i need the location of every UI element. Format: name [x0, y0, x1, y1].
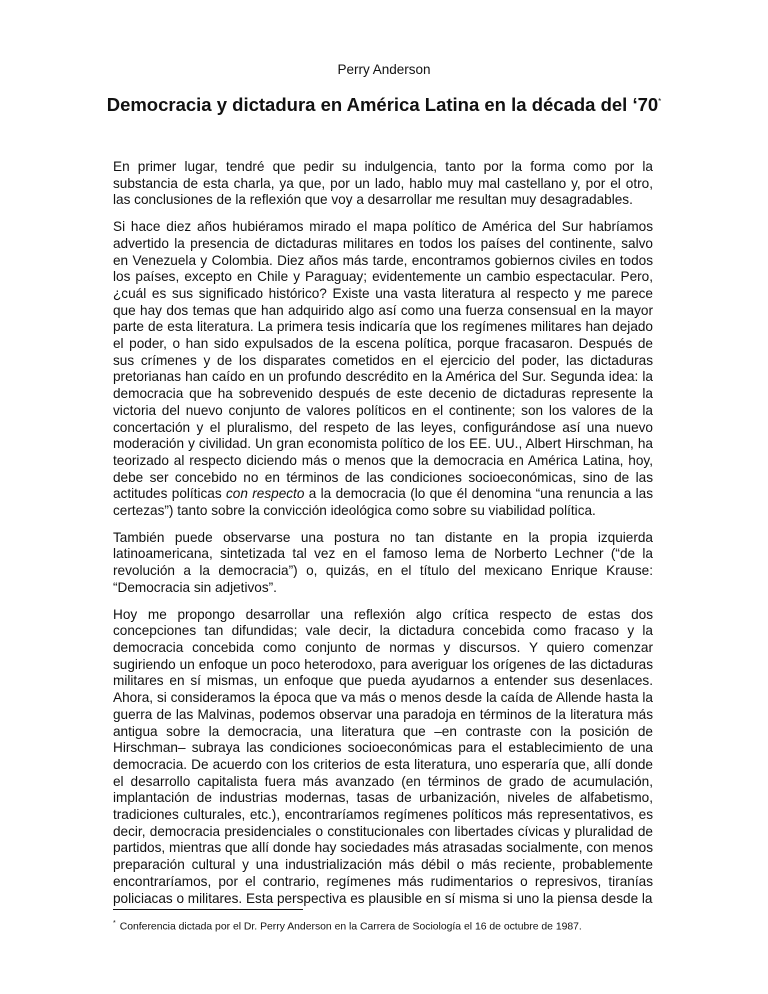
footnote [113, 917, 673, 933]
paragraph-2-text-a: Si hace diez años hubiéramos mirado el mapa político de América del Sur habríamos advertido la presencia de dictaduras militares en todos los países del continente, salvo en Venezuela y Colombia. Diez años más tarde, encontramos gobiernos civiles en todos los países, excepto en Chile y Paraguay; evidentemente un cambio espectacular. Pero, ¿cuál es sus significado histórico? Existe una vasta literatura al respecto y me parece que hay dos temas que han adquirido algo así como una fuerza consensual en la mayor parte de esta literatura. La primera tesis indicaría que los regímenes militares han dejado el poder, o han sido expulsados de la escena política, porque fracasaron. Después de sus crímenes y de los disparates cometidos en el ejercicio del poder, las dictaduras pretorianas han caído en un profundo descrédito en la América del Sur. Segunda idea: la democracia que ha sobrevenido después de este decenio de dictaduras represente la victoria del nuevo conjunto de valores políticos en el continente; son los valores de la concertación y el pluralismo, del respeto de las leyes, configurándose así una nuevo moderación y civilidad. Un gran economista político de los EE. UU., Albert Hirschman, ha teorizado al respecto diciendo más o menos que la democracia en América Latina, hoy, debe ser concebido no en términos de las condiciones socioeconómicas, sino de las actitudes políticas [113, 219, 653, 502]
footnote-text: Conferencia dictada por el Dr. Perry Anderson en la Carrera de Sociología el 16 de octubre de 1987. [119, 921, 582, 933]
paragraph-2-text-b: a la democracia (lo que él denomina “una renuncia a las certezas”) tanto sobre la convicción ideológica como sobre su viabilidad política. [113, 486, 653, 519]
paragraph-1: En primer lugar, tendré que pedir su indulgencia, tanto por la forma como por la substancia de esta charla, ya que, por un lado, hablo muy mal castellano y, por el otro, las conclusiones de la reflexión que voy a desarrollar me resultan muy desagradables. [113, 159, 653, 208]
paragraph-2-emphasis: con respecto [225, 486, 305, 502]
paragraph-4: Hoy me propongo desarrollar una reflexión algo crítica respecto de estas dos concepciones tan difundidas; vale decir, la dictadura concebida como fracaso y la democracia concebida como conjunto de normas y discursos. Y quiero comenzar sugiriendo un enfoque un poco heterodoxo, para averiguar los orígenes de las dictaduras militares en sí mismas, un enfoque que pueda ayudarnos a entender sus desenlaces. Ahora, si consideramos la época que va más o menos desde la caída de Allende hasta la guerra de las Malvinas, podemos observar una paradoja en términos de la literatura más antigua sobre la democracia, una literatura que –en contraste con la posición de Hirschman– subraya las condiciones socioeconómicas para el establecimiento de una democracia. De acuerdo con los criterios de esta literatura, uno esperaría que, allí donde el desarrollo capitalista fuera más avanzado (en términos de grado de acumulación, implantación de industrias modernas, tasas de urbanización, niveles de alfabetismo, tradiciones culturales, etc.), encontraríamos regímenes políticos más representativos, es decir, democracia presidenciales o constitucionales con libertades cívicas y pluralidad de partidos, mientras que allí donde hay sociedades más atrasadas socialmente, con menos preparación cultural y una industrialización más débil o más reciente, probablemente encontraríamos, por el contrario, regímenes más rudimentarios o represivos, tiranías policiacas o militares. Esta perspectiva es plausible en sí misma si uno la piensa desde la [113, 606, 653, 906]
title-text: Democracia y dictadura en América Latina en la década del ‘70 [106, 94, 659, 115]
document-title [0, 94, 768, 116]
author-name: Perry Anderson [337, 62, 431, 77]
paragraph-3: También puede observarse una postura no tan distante en la propia izquierda latinoamericana, sintetizada tal vez en el famoso lema de Norberto Lechner (“de la revolución a la democracia”) o, quizás, en el título del mexicano Enrique Krause: “Democracia sin adjetivos”. [113, 529, 653, 595]
paragraph-2 [113, 219, 653, 520]
footnote-marker: * [113, 920, 116, 927]
footnote-divider [113, 909, 303, 910]
document-body [113, 159, 653, 917]
title-footnote-marker: * [658, 96, 662, 106]
